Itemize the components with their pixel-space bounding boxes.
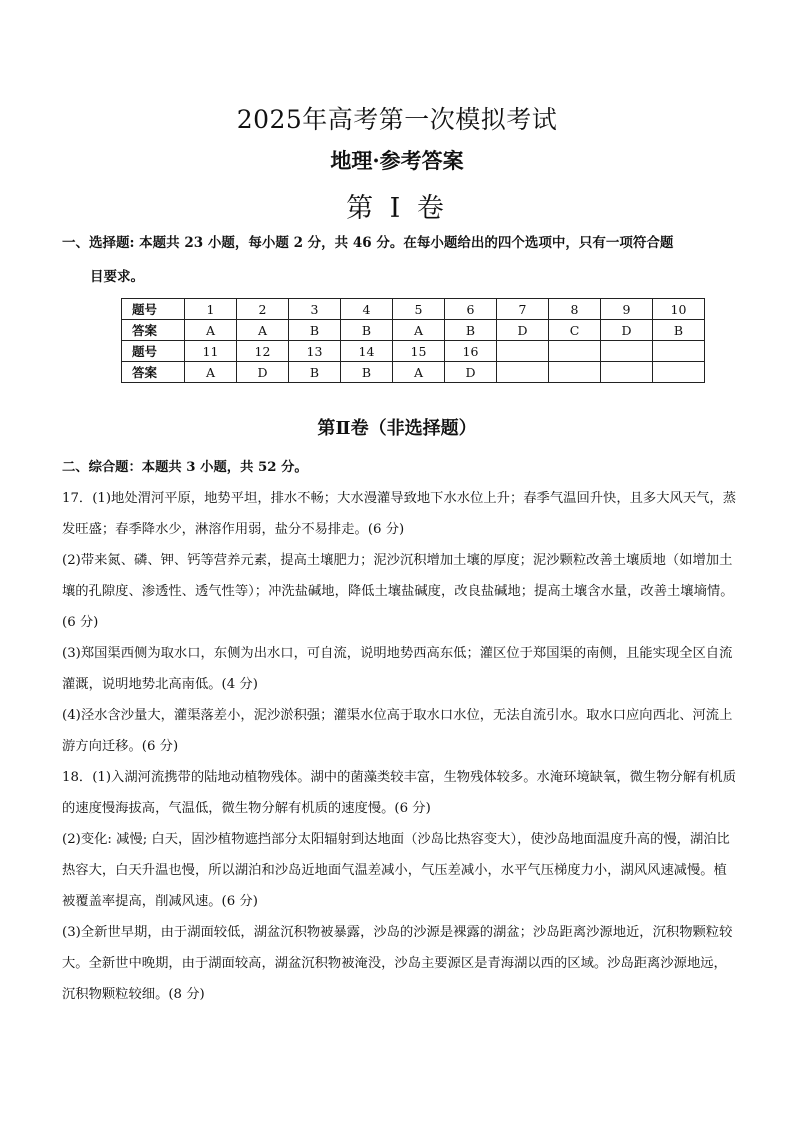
answer-table-cell: [601, 341, 653, 362]
answer-table-cell: 5: [393, 299, 445, 320]
answer-table-cell: 3: [289, 299, 341, 320]
answer-table-cell: D: [601, 320, 653, 341]
answer-table-cell: 8: [549, 299, 601, 320]
answer-table-cell: D: [497, 320, 549, 341]
answer-table: [121, 298, 705, 383]
answer-table-cell: [653, 362, 705, 383]
answer-table-cell: A: [185, 320, 237, 341]
answer-table-cell: B: [445, 320, 497, 341]
answer-table-row: [122, 299, 705, 320]
answer-paragraph: 18．(1)入湖河流携带的陆地动植物残体。湖中的菌藻类较丰富，生物残体较多。水淹环境缺氧，微生物分解有机质的速度慢海拔高，气温低，微生物分解有机质的速度慢。(6 分): [62, 770, 737, 816]
answer-table-cell: B: [289, 320, 341, 341]
answer-table-cell: 6: [445, 299, 497, 320]
answer-table-cell: 2: [237, 299, 289, 320]
answer-table-cell: 11: [185, 341, 237, 362]
answer-table-cell: A: [393, 320, 445, 341]
answer-table-row-label: 题号: [122, 299, 185, 320]
answer-paragraph: 17．(1)地处渭河平原，地势平坦，排水不畅；大水漫灌导致地下水水位上升；春季气温回升快，且多大风天气，蒸发旺盛；春季降水少，淋溶作用弱，盐分不易排走。(6 分): [62, 491, 737, 537]
answer-table-row: [122, 362, 705, 383]
answer-table-cell: C: [549, 320, 601, 341]
answer-table-row-label: 答案: [122, 320, 185, 341]
answer-table-cell: [653, 341, 705, 362]
answer-table-cell: A: [393, 362, 445, 383]
answer-table-cell: 10: [653, 299, 705, 320]
answer-table-cell: B: [341, 362, 393, 383]
answer-table-cell: 4: [341, 299, 393, 320]
exam-subtitle: 地理·参考答案: [330, 148, 464, 173]
answer-table-row: [122, 341, 705, 362]
answer-paragraph: (3)全新世早期，由于湖面较低，湖盆沉积物被暴露，沙岛的沙源是裸露的湖盆；沙岛距离沙源地近，沉积物颗粒较大。全新世中晚期，由于湖面较高，湖盆沉积物被淹没，沙岛主要源区是青海湖以西的区域。沙岛距离沙源地远，沉积物颗粒较细。(8 分): [62, 925, 733, 1002]
answer-paragraph: (2)带来氮、磷、钾、钙等营养元素，提高土壤肥力；泥沙沉积增加土壤的厚度；泥沙颗粒改善土壤质地（如增加土壤的孔隙度、渗透性、透气性等）；冲洗盐碱地，降低土壤盐碱度，改良盐碱地；提高土壤含水量，改善土壤墒情。(6 分): [62, 553, 734, 630]
answer-table-cell: [497, 362, 549, 383]
answer-table-cell: B: [653, 320, 705, 341]
exam-title: 2025年高考第一次模拟考试: [236, 105, 558, 134]
answer-table-cell: D: [445, 362, 497, 383]
answer-paragraph: (2)变化: 减慢; 白天，固沙植物遮挡部分太阳辐射到达地面（沙岛比热容变大），使沙岛地面温度升高的慢，湖泊比热容大，白天升温也慢，所以湖泊和沙岛近地面气温差减小，气压差减小，水平气压梯度力小，湖风风速减慢。植被覆盖率提高，削减风速。(6 分): [62, 832, 730, 909]
answer-table-cell: 12: [237, 341, 289, 362]
answer-table-cell: 14: [341, 341, 393, 362]
answer-table-row: [122, 320, 705, 341]
answer-table-cell: A: [185, 362, 237, 383]
section-1-instructions: [62, 226, 742, 294]
answer-table-cell: D: [237, 362, 289, 383]
volume-1-heading: 第 I 卷: [346, 193, 448, 224]
answer-table-row-label: 答案: [122, 362, 185, 383]
answer-table-cell: 1: [185, 299, 237, 320]
section-2-heading: 二、综合题：本题共 3 小题，共 52 分。: [62, 460, 308, 475]
section-2-body: [62, 452, 740, 1010]
answer-table-cell: 16: [445, 341, 497, 362]
answer-table-cell: A: [237, 320, 289, 341]
answer-table-cell: B: [289, 362, 341, 383]
answer-table-cell: 15: [393, 341, 445, 362]
answer-table-row-label: 题号: [122, 341, 185, 362]
answer-table-cell: B: [341, 320, 393, 341]
answer-table-cell: 7: [497, 299, 549, 320]
answer-paragraph: (4)泾水含沙量大，灌渠落差小，泥沙淤积强；灌渠水位高于取水口水位，无法自流引水。取水口应向西北、河流上游方向迁移。(6 分): [62, 708, 733, 754]
answer-table-cell: [601, 362, 653, 383]
answer-table-cell: 9: [601, 299, 653, 320]
answer-table-cell: [549, 362, 601, 383]
answer-table-cell: [549, 341, 601, 362]
section-1-line-1: 一、选择题: 本题共 23 小题，每小题 2 分，共 46 分。在每小题给出的四个选项中，只有一项符合题: [62, 235, 674, 251]
volume-2-heading: 第Ⅱ卷（非选择题）: [317, 418, 477, 439]
answer-table-cell: [497, 341, 549, 362]
section-1-line-2: 目要求。: [90, 269, 144, 285]
answer-table-cell: 13: [289, 341, 341, 362]
answer-paragraph: (3)郑国渠西侧为取水口，东侧为出水口，可自流，说明地势西高东低；灌区位于郑国渠的南侧，且能实现全区自流灌溉，说明地势北高南低。(4 分): [62, 646, 733, 692]
